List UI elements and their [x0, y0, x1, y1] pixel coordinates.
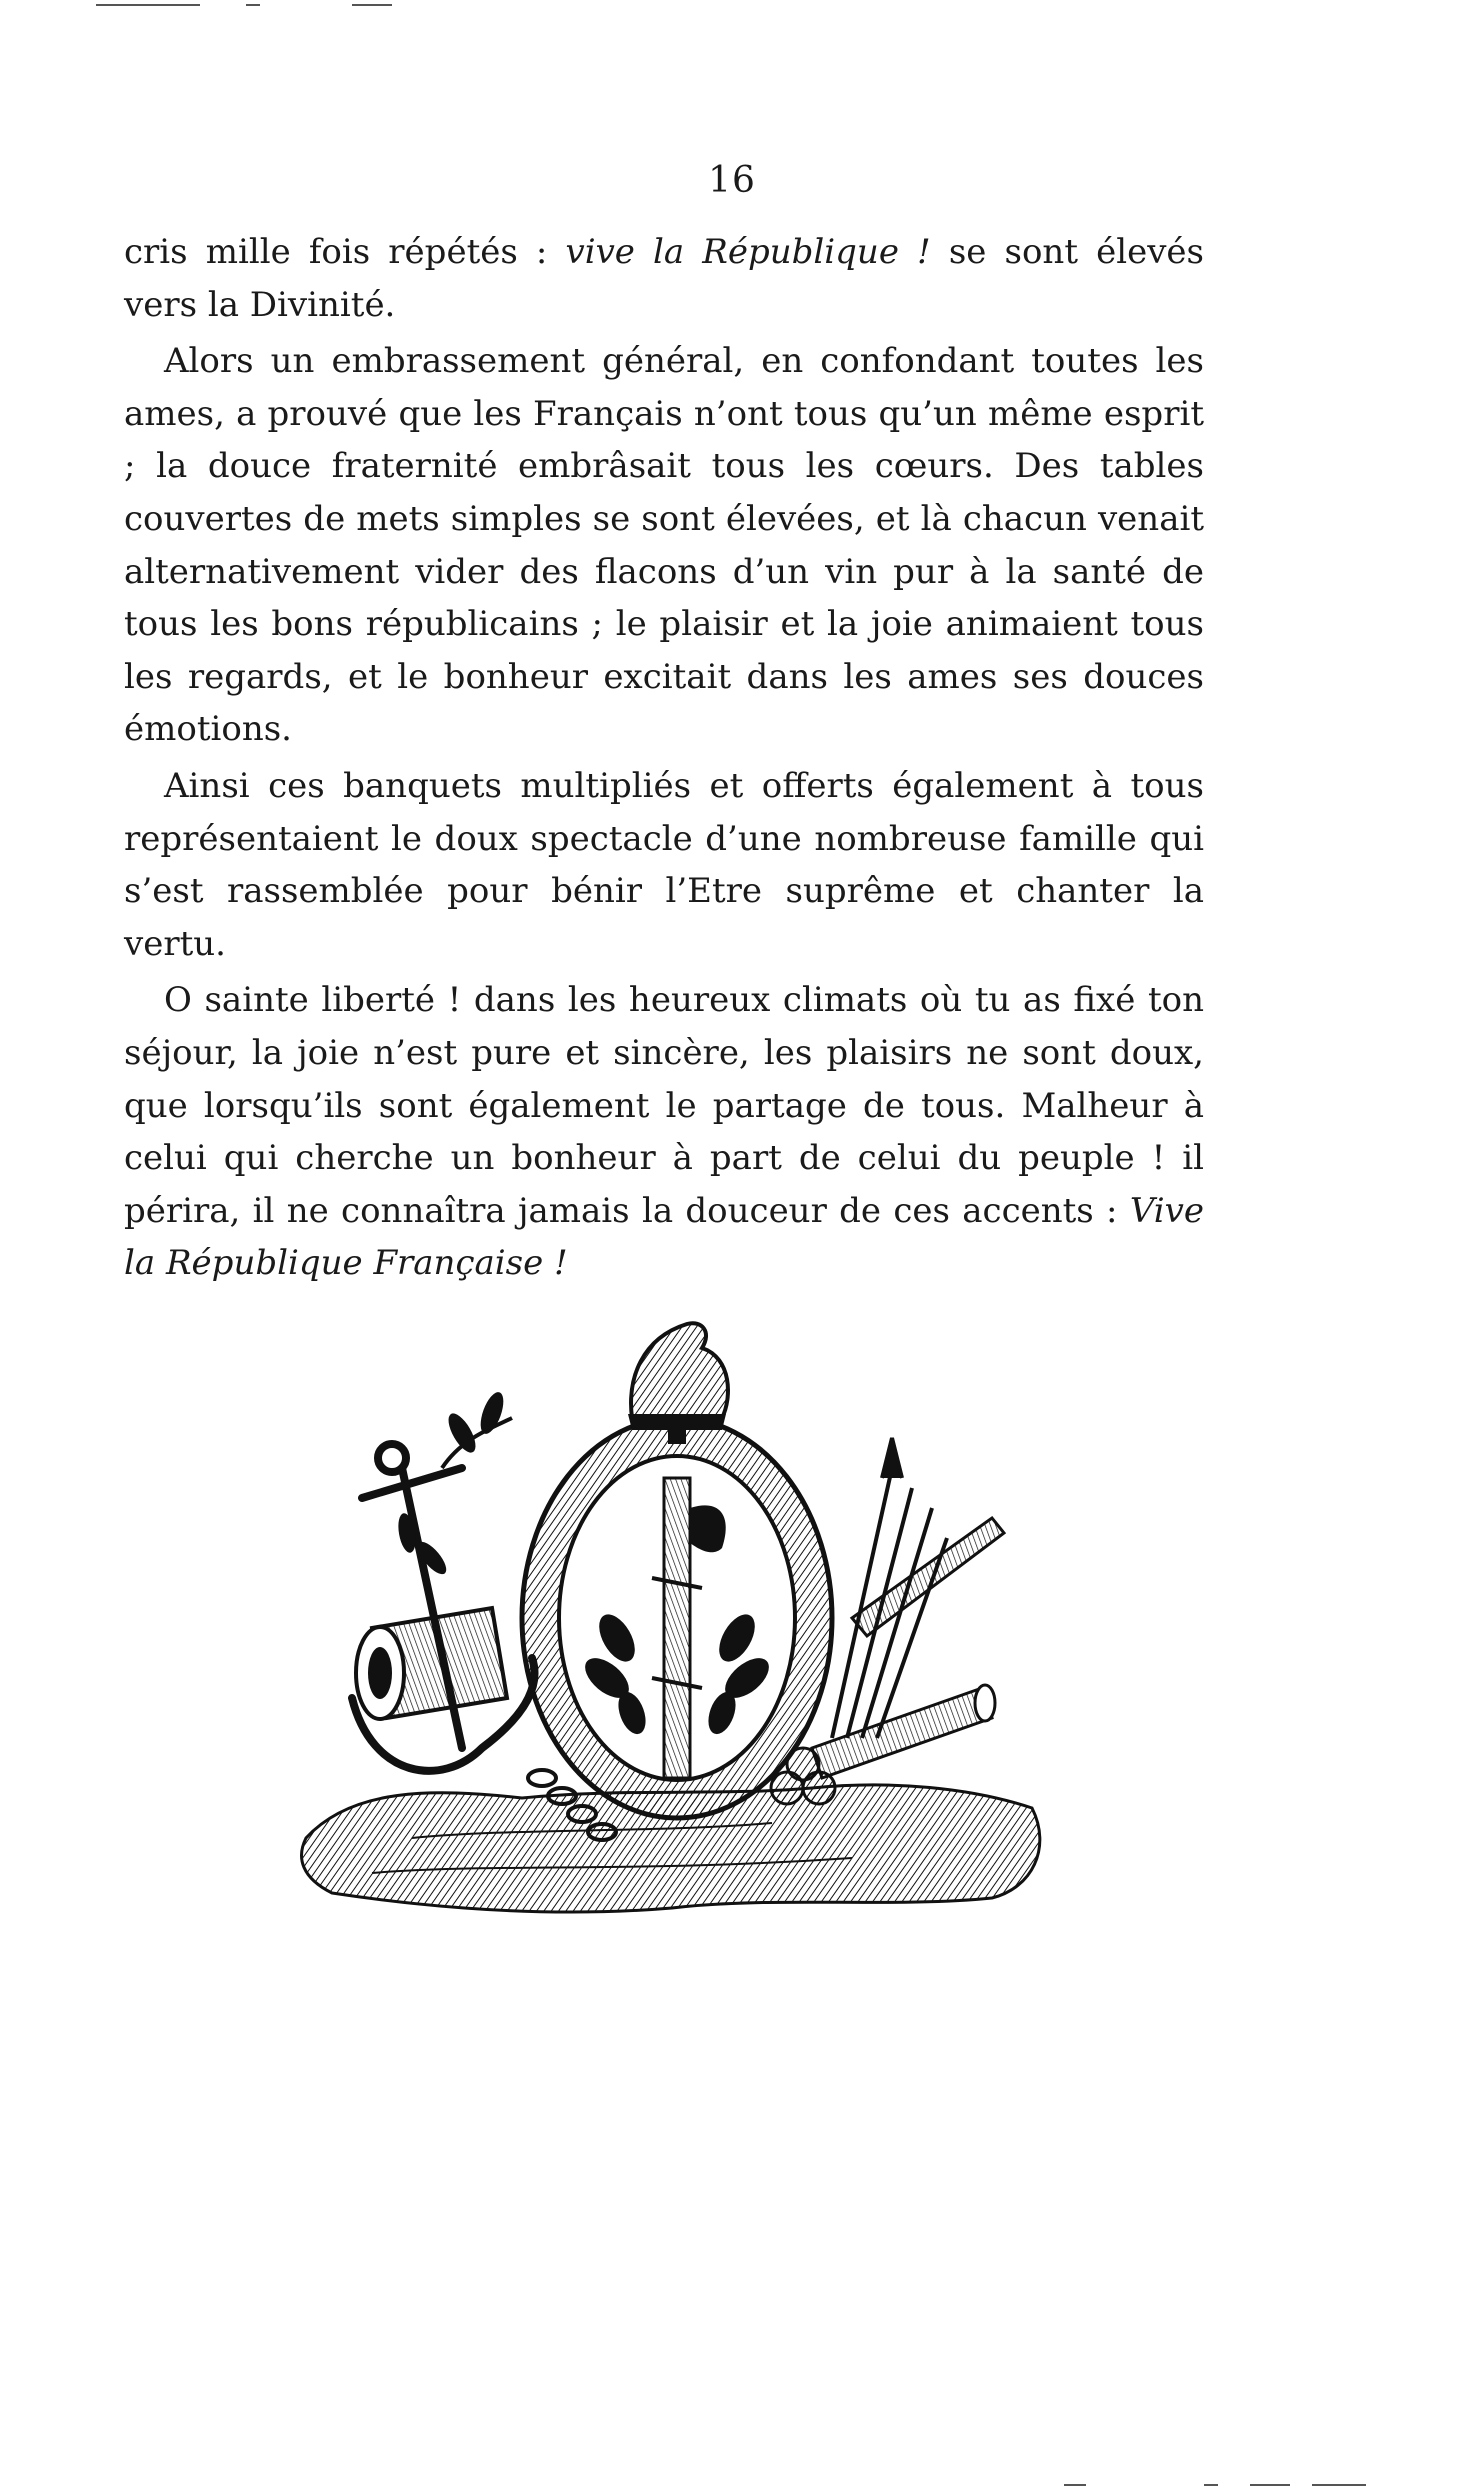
scan-edge-mark: [96, 4, 200, 6]
page-number: 16: [708, 160, 756, 201]
scan-edge-mark: [352, 4, 392, 6]
scan-edge-mark: [1250, 2484, 1290, 2486]
scan-edge-mark: [1312, 2484, 1366, 2486]
phrygian-cap-icon: [628, 1323, 728, 1444]
text-segment: Ainsi ces banquets multipliés et offerts également à tous représentaient le doux spectacle d’une nombreuse famille qui s’est rassemblée pour bénir l’Etre suprême et chanter la vertu.: [124, 765, 1204, 964]
paragraph: [124, 226, 1204, 331]
cannon-icon: [356, 1608, 507, 1719]
text-segment: Alors un embrassement général, en confondant toutes les ames, a prouvé que les Français n’ont tous qu’un même esprit ; la douce fraternité embrâsait tous les cœurs. Des tables couvertes de mets simples se sont élevées, et là chacun venait alternativement vider des flacons d’un vin pur à la santé de tous les bons républicains ; le plaisir et la joie animaient tous les regards, et le bonheur excitait dans les ames ses douces émotions.: [124, 341, 1204, 750]
republican-emblem-engraving: [292, 1318, 1052, 1938]
scan-edge-mark: [1204, 2484, 1218, 2486]
body-text: [124, 226, 1204, 1290]
italic-text: vive la République !: [565, 232, 931, 272]
text-segment: O sainte liberté ! dans les heureux climats où tu as fixé ton séjour, la joie n’est pure et sincère, les plaisirs ne sont doux, que lorsqu’ils sont également le partage de tous. Malheur à celui qui cherche un bonheur à part de celui du peuple ! il périra, il ne connaîtra jamais la douceur de ces accents :: [124, 980, 1204, 1231]
italic-text: Vive la République Française !: [124, 1190, 1204, 1284]
paragraph: [124, 335, 1204, 756]
text-segment: cris mille fois répétés :: [124, 232, 566, 272]
scan-edge-mark: [1064, 2484, 1086, 2486]
paragraph: [124, 974, 1204, 1290]
text-segment: se sont élevés vers la Divinité.: [124, 232, 1204, 325]
scan-edge-mark: [246, 4, 260, 6]
anchor-icon: [352, 1444, 535, 1771]
paragraph: [124, 760, 1204, 970]
